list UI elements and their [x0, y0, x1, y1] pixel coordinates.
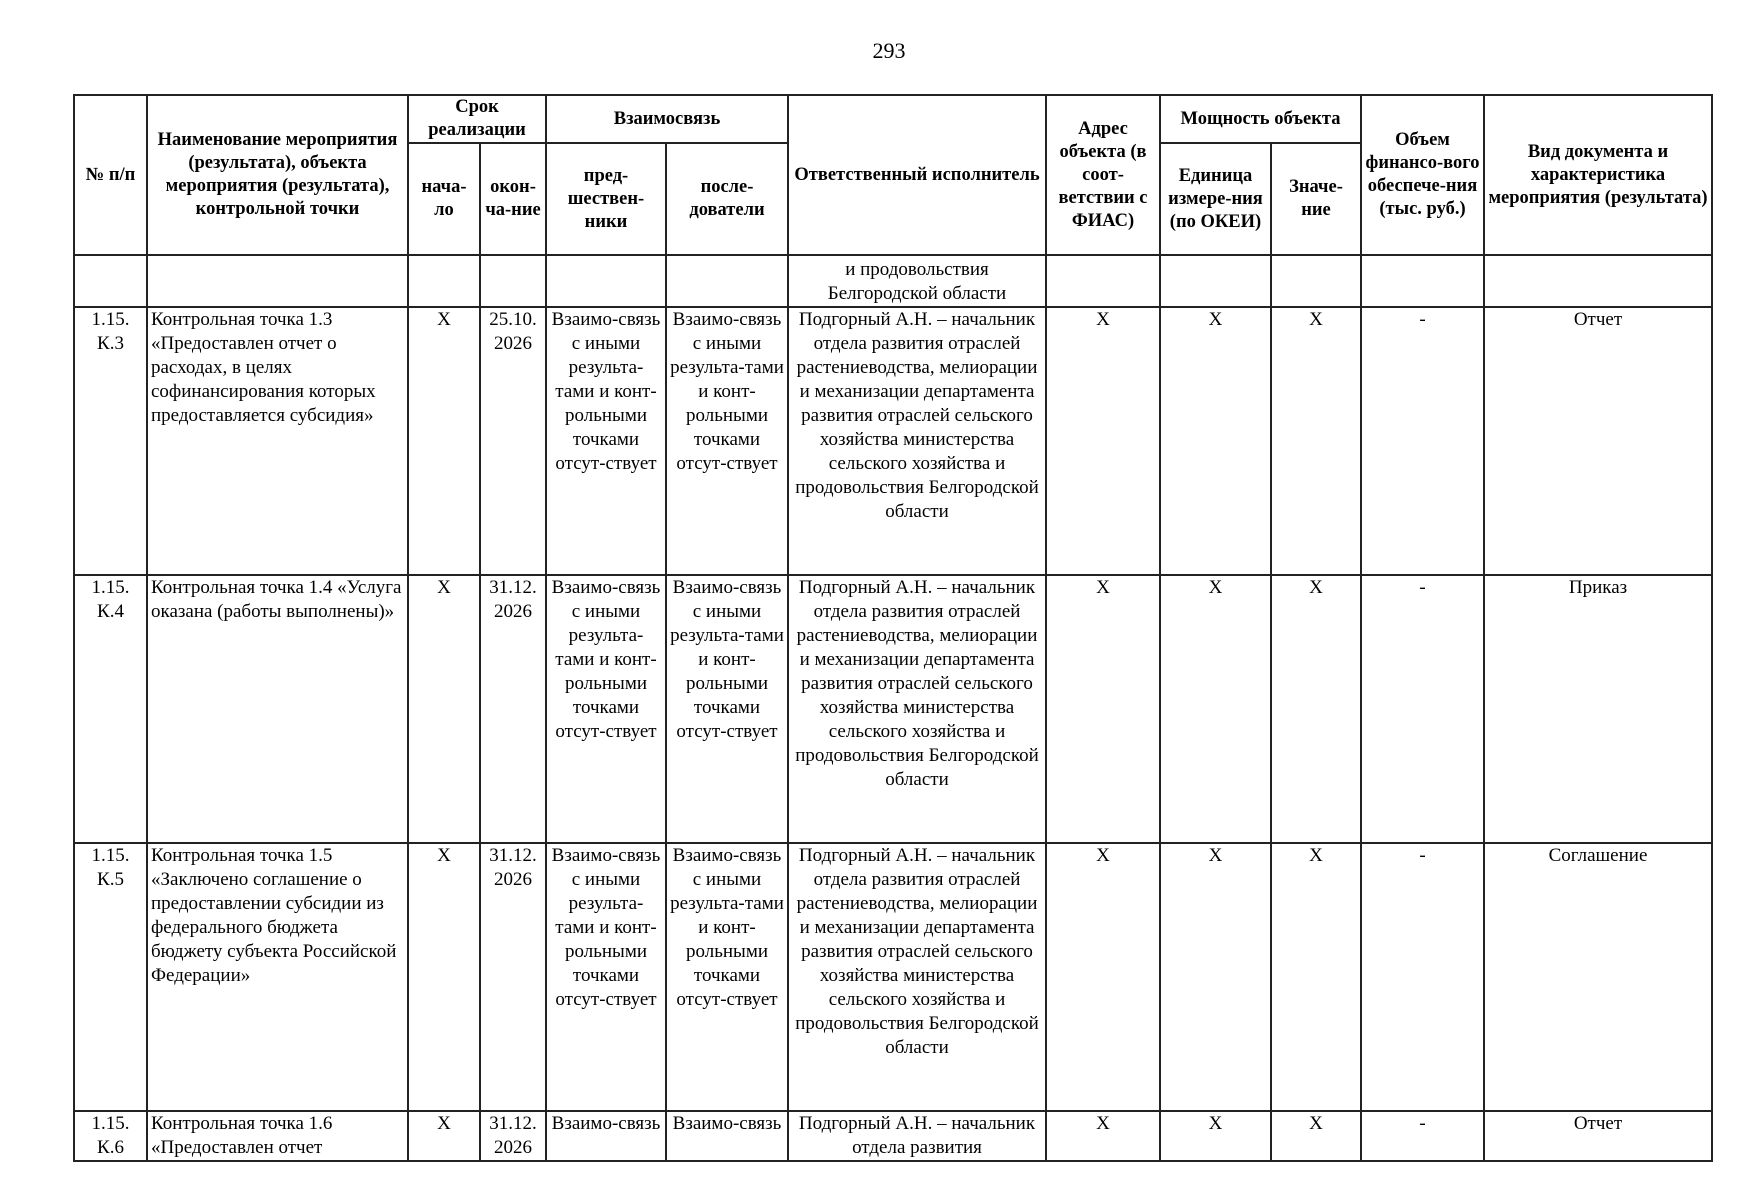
row-end: 31.12. 2026: [480, 575, 546, 843]
row-value: Х: [1271, 1111, 1361, 1161]
header-name: Наименование мероприятия (результата), объекта мероприятия (результата), контрольной точки: [147, 95, 408, 255]
row-start: Х: [408, 575, 480, 843]
header-term-end: окон-ча-ние: [480, 143, 546, 255]
row-executor: Подгорный А.Н. – начальник отдела развития отраслей растениеводства, мелиорации и механизации департамента развития отраслей сельского хозяйства министерства сельского хозяйства и продовольствия Белгородской области: [788, 843, 1046, 1111]
row-predecessors: Взаимо-связь с иными результа-тами и конт-рольными точками отсут-ствует: [546, 575, 666, 843]
events-table: [73, 94, 1713, 1162]
header-term-start: нача-ло: [408, 143, 480, 255]
row-successors: Взаимо-связь с иными результа-тами и конт-рольными точками отсут-ствует: [666, 575, 788, 843]
row-successors: Взаимо-связь с иными результа-тами и конт-рольными точками отсут-ствует: [666, 307, 788, 575]
row-num: 1.15. К.4: [74, 575, 147, 843]
row-unit: Х: [1160, 307, 1271, 575]
header-capacity: Мощность объекта: [1160, 95, 1361, 143]
row-successors: Взаимо-связь с иными результа-тами и конт-рольными точками отсут-ствует: [666, 843, 788, 1111]
row-name: Контрольная точка 1.3 «Предоставлен отчет о расходах, в целях софинансирования которых предоставляется субсидия»: [147, 307, 408, 575]
row-num: 1.15. К.5: [74, 843, 147, 1111]
row-num: 1.15. К.3: [74, 307, 147, 575]
row-end: 31.12. 2026: [480, 1111, 546, 1161]
header-unit: Единица измере-ния (по ОКЕИ): [1160, 143, 1271, 255]
row-predecessors: Взаимо-связь: [546, 1111, 666, 1161]
header-executor: Ответственный исполнитель: [788, 95, 1046, 255]
header-successors: после-дователи: [666, 143, 788, 255]
row-doc: Соглашение: [1484, 843, 1712, 1111]
row-doc: Отчет: [1484, 1111, 1712, 1161]
row-address: Х: [1046, 1111, 1160, 1161]
row-name: Контрольная точка 1.4 «Услуга оказана (работы выполнены)»: [147, 575, 408, 843]
row-doc: Приказ: [1484, 575, 1712, 843]
row-unit: Х: [1160, 1111, 1271, 1161]
header-doc-type: Вид документа и характеристика мероприятия (результата): [1484, 95, 1712, 255]
header-num: № п/п: [74, 95, 147, 255]
row-finance: -: [1361, 843, 1484, 1111]
row-end: 31.12. 2026: [480, 843, 546, 1111]
continuation-row: [74, 255, 1712, 307]
row-executor: Подгорный А.Н. – начальник отдела развития: [788, 1111, 1046, 1161]
row-address: Х: [1046, 843, 1160, 1111]
page-number: 293: [872, 38, 906, 63]
row-start: Х: [408, 843, 480, 1111]
row-start: Х: [408, 1111, 480, 1161]
header-row-1: [74, 95, 1712, 143]
header-address: Адрес объекта (в соот-ветствии с ФИАС): [1046, 95, 1160, 255]
row-name: Контрольная точка 1.5 «Заключено соглашение о предоставлении субсидии из федерального бюджета бюджету субъекта Российской Федерации»: [147, 843, 408, 1111]
row-successors: Взаимо-связь: [666, 1111, 788, 1161]
row-start: Х: [408, 307, 480, 575]
row-unit: Х: [1160, 575, 1271, 843]
header-relation: Взаимосвязь: [546, 95, 788, 143]
row-address: Х: [1046, 575, 1160, 843]
row-finance: -: [1361, 575, 1484, 843]
row-finance: -: [1361, 307, 1484, 575]
header-finance: Объем финансо-вого обеспече-ния (тыс. руб.): [1361, 95, 1484, 255]
header-term: Срок реализации: [408, 95, 546, 143]
row-num: 1.15. К.6: [74, 1111, 147, 1161]
table-row: [74, 843, 1712, 1111]
row-name: Контрольная точка 1.6 «Предоставлен отчет: [147, 1111, 408, 1161]
table-row: [74, 307, 1712, 575]
row-executor: Подгорный А.Н. – начальник отдела развития отраслей растениеводства, мелиорации и механизации департамента развития отраслей сельского хозяйства министерства сельского хозяйства и продовольствия Белгородской области: [788, 307, 1046, 575]
row-address: Х: [1046, 307, 1160, 575]
row-value: Х: [1271, 843, 1361, 1111]
row-value: Х: [1271, 575, 1361, 843]
continuation-executor: и продовольствия Белгородской области: [788, 255, 1046, 307]
row-value: Х: [1271, 307, 1361, 575]
row-executor: Подгорный А.Н. – начальник отдела развития отраслей растениеводства, мелиорации и механизации департамента развития отраслей сельского хозяйства министерства сельского хозяйства и продовольствия Белгородской области: [788, 575, 1046, 843]
row-predecessors: Взаимо-связь с иными результа-тами и конт-рольными точками отсут-ствует: [546, 307, 666, 575]
header-value: Значе-ние: [1271, 143, 1361, 255]
row-finance: -: [1361, 1111, 1484, 1161]
row-end: 25.10. 2026: [480, 307, 546, 575]
table-row: [74, 575, 1712, 843]
row-predecessors: Взаимо-связь с иными результа-тами и конт-рольными точками отсут-ствует: [546, 843, 666, 1111]
header-predecessors: пред-шествен-ники: [546, 143, 666, 255]
row-doc: Отчет: [1484, 307, 1712, 575]
table-row: [74, 1111, 1712, 1161]
row-unit: Х: [1160, 843, 1271, 1111]
